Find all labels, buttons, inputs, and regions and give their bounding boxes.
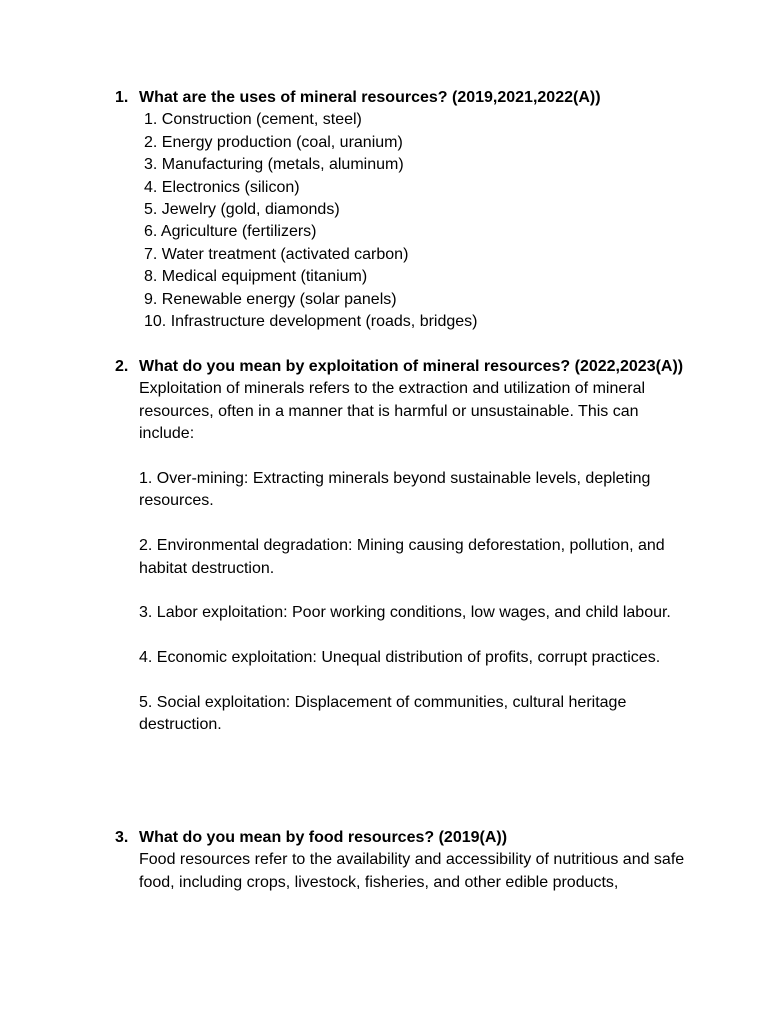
exploitation-point: 2. Environmental degradation: Mining causing deforestation, pollution, and habitat destruction. [139, 537, 665, 577]
exploitation-point: 1. Over-mining: Extracting minerals beyond sustainable levels, depleting resources. [139, 470, 651, 510]
list-item: 2. Energy production (coal, uranium) [144, 133, 403, 151]
question-2-block [115, 356, 685, 737]
exploitation-point: 5. Social exploitation: Displacement of communities, cultural heritage destruction. [139, 694, 627, 734]
question-2-number: 2. [115, 358, 129, 375]
question-3-block [115, 827, 685, 894]
list-item: 4. Electronics (silicon) [144, 178, 300, 196]
list-item: 7. Water treatment (activated carbon) [144, 245, 409, 263]
question-1-number: 1. [115, 89, 129, 106]
mineral-uses-list [139, 109, 685, 333]
question-1-block [115, 87, 685, 333]
food-resources-answer: Food resources refer to the availability and accessibility of nutritious and safe food, including crops, livestock, fisheries, and other edible products, [139, 851, 685, 891]
question-3-text: What do you mean by food resources? (2019(A)) [139, 829, 508, 846]
exploitation-point: 3. Labor exploitation: Poor working conditions, low wages, and child labour. [139, 604, 671, 622]
question-2-heading [115, 356, 685, 378]
question-1-heading [115, 87, 685, 109]
question-2-text: What do you mean by exploitation of mineral resources? (2022,2023(A)) [139, 358, 684, 375]
question-3-number: 3. [115, 829, 129, 846]
list-item: 1. Construction (cement, steel) [144, 111, 362, 129]
list-item: 3. Manufacturing (metals, aluminum) [144, 156, 404, 174]
list-item: 9. Renewable energy (solar panels) [144, 290, 397, 308]
exploitation-point: 4. Economic exploitation: Unequal distribution of profits, corrupt practices. [139, 649, 661, 667]
list-item: 10. Infrastructure development (roads, bridges) [144, 313, 478, 331]
list-item: 5. Jewelry (gold, diamonds) [144, 201, 340, 219]
list-item: 8. Medical equipment (titanium) [144, 268, 368, 286]
exploitation-intro: Exploitation of minerals refers to the extraction and utilization of mineral resources, often in a manner that is harmful or unsustainable. This can include: [139, 380, 646, 443]
list-item: 6. Agriculture (fertilizers) [144, 223, 317, 241]
question-1-text: What are the uses of mineral resources? (2019,2021,2022(A)) [139, 89, 601, 106]
question-3-heading [115, 827, 685, 849]
